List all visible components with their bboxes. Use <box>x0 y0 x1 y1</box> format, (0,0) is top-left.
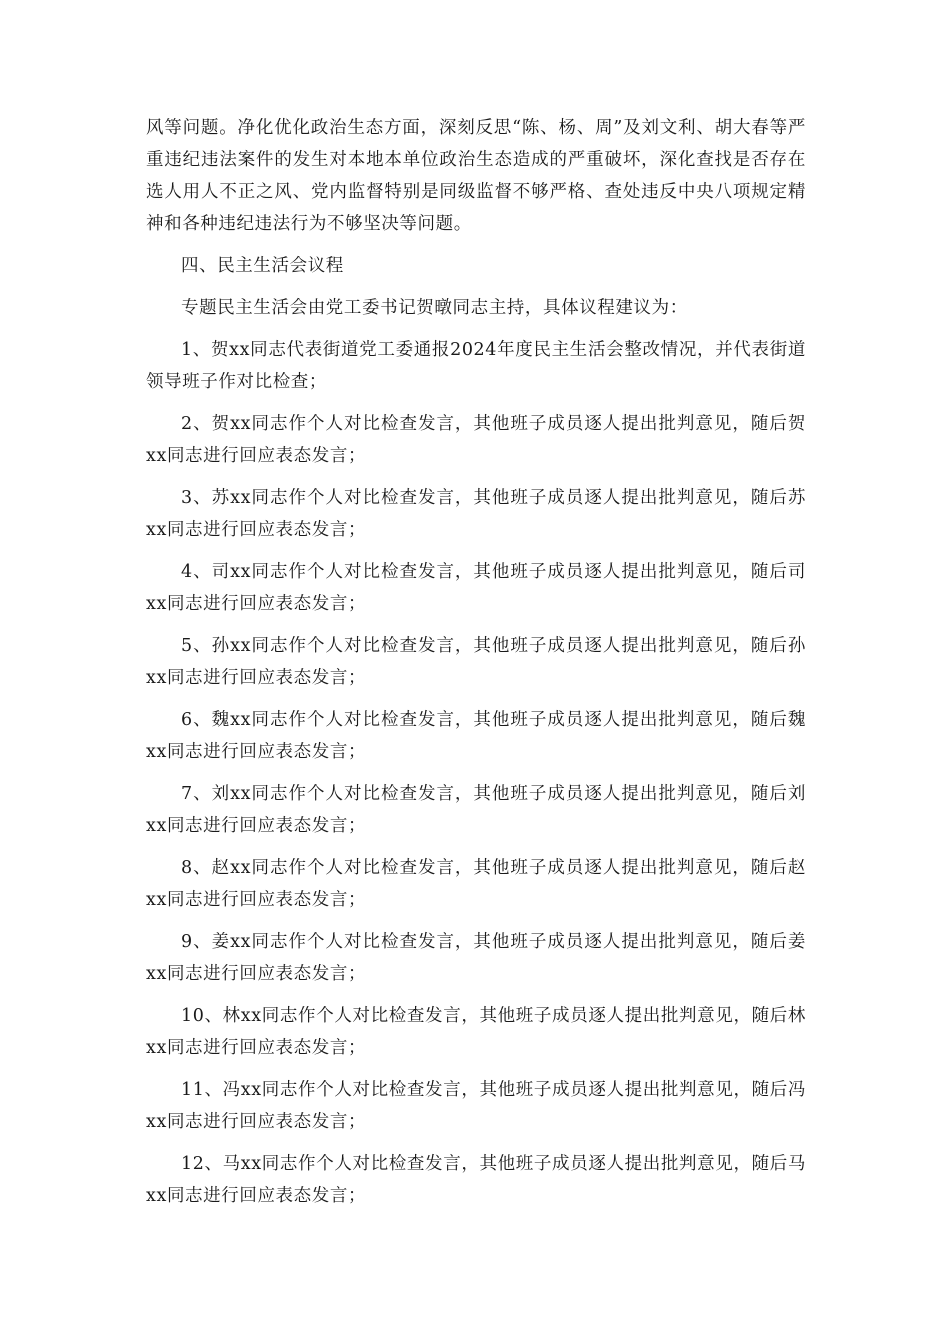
agenda-item-2: 2、贺xx同志作个人对比检查发言，其他班子成员逐人提出批判意见，随后贺xx同志进行回应表态发言； <box>146 414 806 466</box>
agenda-item-10: 10、林xx同志作个人对比检查发言，其他班子成员逐人提出批判意见，随后林xx同志进行回应表态发言； <box>146 1006 806 1058</box>
paragraph-agenda-intro: 专题民主生活会由党工委书记贺暾同志主持，具体议程建议为： <box>181 298 688 318</box>
agenda-item-4: 4、司xx同志作个人对比检查发言，其他班子成员逐人提出批判意见，随后司xx同志进行回应表态发言； <box>146 562 806 614</box>
agenda-item-1: 1、贺xx同志代表街道党工委通报2024年度民主生活会整改情况，并代表街道领导班子作对比检查； <box>146 340 806 392</box>
agenda-item-12: 12、马xx同志作个人对比检查发言，其他班子成员逐人提出批判意见，随后马xx同志进行回应表态发言； <box>146 1154 806 1206</box>
agenda-item-5: 5、孙xx同志作个人对比检查发言，其他班子成员逐人提出批判意见，随后孙xx同志进行回应表态发言； <box>146 636 806 688</box>
agenda-item-9: 9、姜xx同志作个人对比检查发言，其他班子成员逐人提出批判意见，随后姜xx同志进行回应表态发言； <box>146 932 806 984</box>
agenda-item-6: 6、魏xx同志作个人对比检查发言，其他班子成员逐人提出批判意见，随后魏xx同志进行回应表态发言； <box>146 710 806 762</box>
paragraph-continuation: 风等问题。净化优化政治生态方面，深刻反思“陈、杨、周”及刘文利、胡大春等严重违纪违法案件的发生对本地本单位政治生态造成的严重破坏，深化查找是否存在选人用人不正之风、党内监督特别是同级监督不够严格、查处违反中央八项规定精神和各种违纪违法行为不够坚决等问题。 <box>146 118 806 234</box>
document-page <box>146 112 806 1222</box>
agenda-item-7: 7、刘xx同志作个人对比检查发言，其他班子成员逐人提出批判意见，随后刘xx同志进行回应表态发言； <box>146 784 806 836</box>
agenda-item-8: 8、赵xx同志作个人对比检查发言，其他班子成员逐人提出批判意见，随后赵xx同志进行回应表态发言； <box>146 858 806 910</box>
agenda-item-11: 11、冯xx同志作个人对比检查发言，其他班子成员逐人提出批判意见，随后冯xx同志进行回应表态发言； <box>146 1080 806 1132</box>
section-heading-agenda: 四、民主生活会议程 <box>181 256 344 276</box>
agenda-item-3: 3、苏xx同志作个人对比检查发言，其他班子成员逐人提出批判意见，随后苏xx同志进行回应表态发言； <box>146 488 806 540</box>
